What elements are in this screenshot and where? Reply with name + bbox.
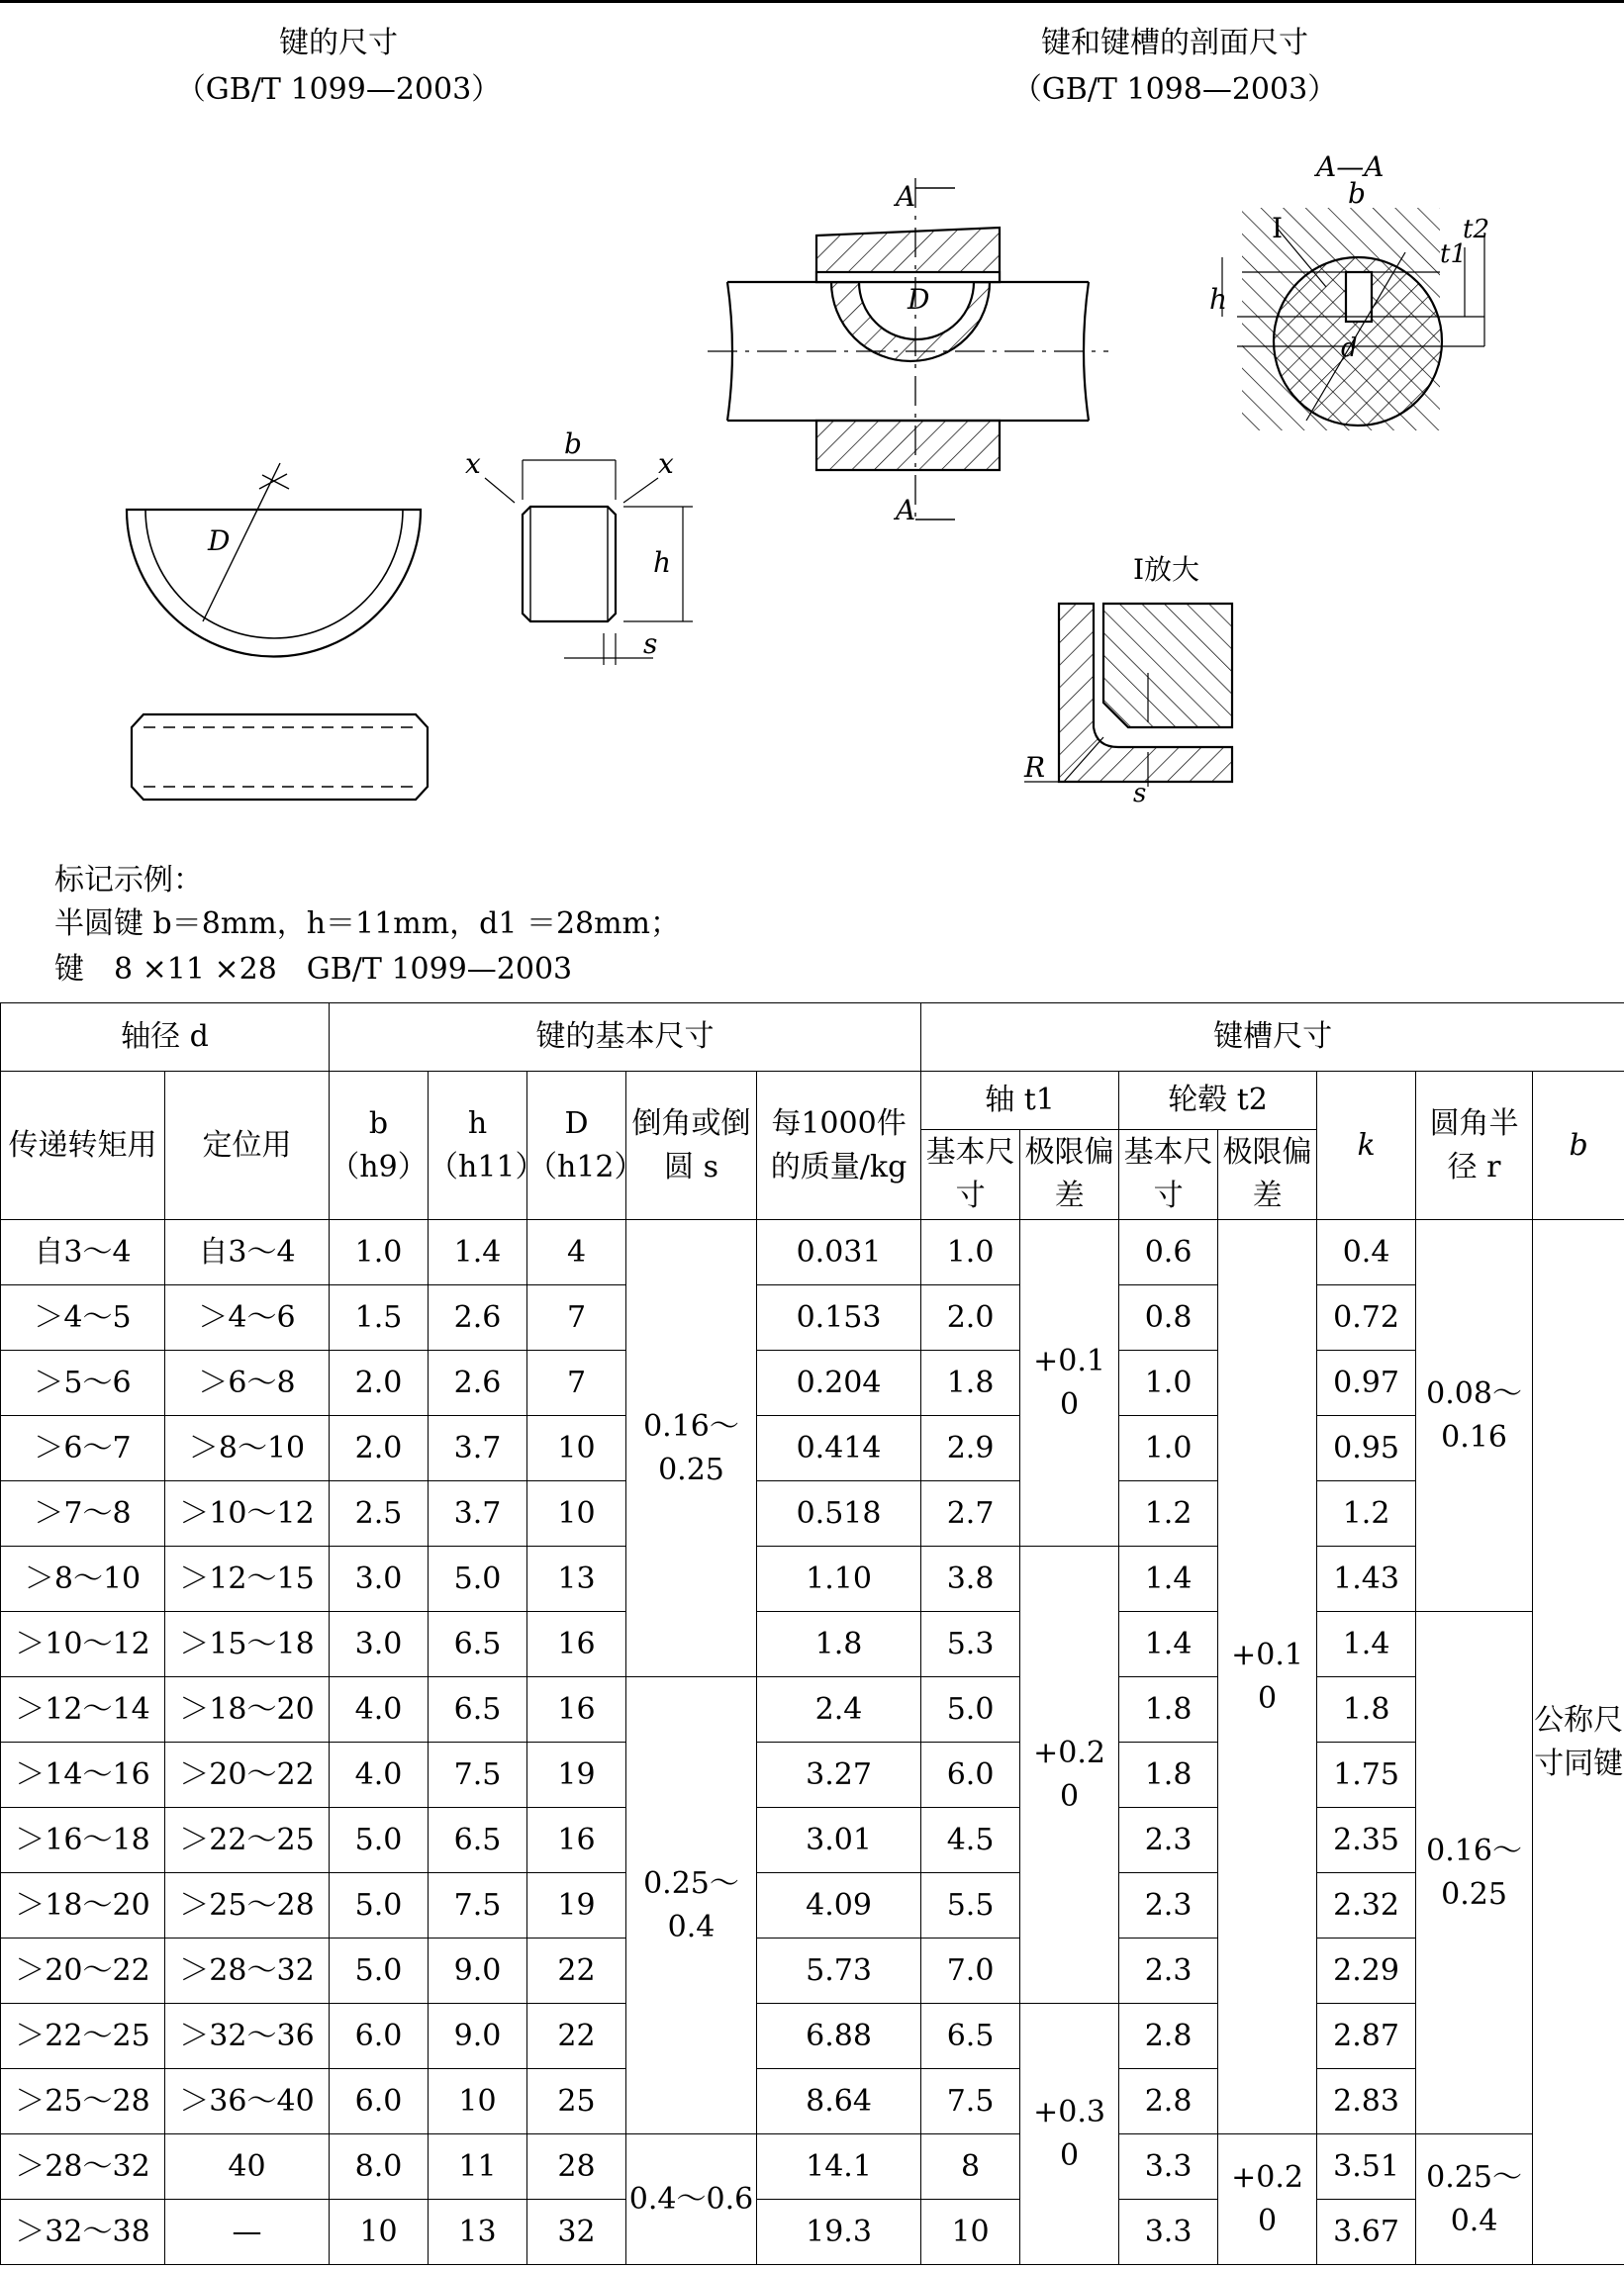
header-key: 键的基本尺寸 xyxy=(330,1003,921,1072)
cell-D: 19 xyxy=(527,1743,626,1808)
cell-mass: 4.09 xyxy=(757,1873,921,1939)
cell-h: 3.7 xyxy=(429,1481,527,1547)
cell-D: 10 xyxy=(527,1481,626,1547)
cell-t2: 0.6 xyxy=(1119,1220,1218,1285)
label-D-front: D xyxy=(208,524,231,557)
cell-t2: 1.0 xyxy=(1119,1416,1218,1481)
cell-d2: ＞20～22 xyxy=(165,1743,330,1808)
cell-d2: ＞15～18 xyxy=(165,1612,330,1677)
header-shaft: 轴径 d xyxy=(1,1003,330,1072)
cell-D: 16 xyxy=(527,1612,626,1677)
cell-t2-tol-2: +0.2 0 xyxy=(1218,2134,1317,2265)
key-top-view xyxy=(132,714,428,800)
header-torque: 传递转矩用 xyxy=(1,1072,165,1220)
cell-D: 16 xyxy=(527,1677,626,1743)
cell-d1: ＞25～28 xyxy=(1,2069,165,2134)
cell-h: 5.0 xyxy=(429,1547,527,1612)
cell-t2: 2.3 xyxy=(1119,1808,1218,1873)
cell-b: 1.0 xyxy=(330,1220,429,1285)
table-row xyxy=(1,1743,1624,1808)
cell-b: 3.0 xyxy=(330,1547,429,1612)
cell-h: 7.5 xyxy=(429,1743,527,1808)
cell-b-note: 公称尺寸同键 xyxy=(1533,1220,1624,2265)
cell-t2: 2.3 xyxy=(1119,1873,1218,1939)
cell-t1: 1.8 xyxy=(921,1351,1020,1416)
cell-k: 1.75 xyxy=(1317,1743,1416,1808)
table-row xyxy=(1,2069,1624,2134)
cell-k: 2.32 xyxy=(1317,1873,1416,1939)
cell-t1: 2.0 xyxy=(921,1285,1020,1351)
header-h: h（h11） xyxy=(429,1072,527,1220)
cell-D: 4 xyxy=(527,1220,626,1285)
cell-d2: ＞25～28 xyxy=(165,1873,330,1939)
cell-d2: ＞22～25 xyxy=(165,1808,330,1873)
left-standard: （GB/T 1099—2003） xyxy=(175,72,502,107)
cell-t1: 2.9 xyxy=(921,1416,1020,1481)
cell-t2: 2.8 xyxy=(1119,2069,1218,2134)
cell-k: 0.4 xyxy=(1317,1220,1416,1285)
cell-d1: ＞16～18 xyxy=(1,1808,165,1873)
cell-b: 3.0 xyxy=(330,1612,429,1677)
table-row xyxy=(1,1547,1624,1612)
table-row xyxy=(1,1481,1624,1547)
cell-b: 5.0 xyxy=(330,1873,429,1939)
cell-D: 16 xyxy=(527,1808,626,1873)
cell-t1-tol-3: +0.3 0 xyxy=(1020,2004,1119,2265)
cell-h: 11 xyxy=(429,2134,527,2200)
header-slot: 键槽尺寸 xyxy=(921,1003,1624,1072)
cell-r-2: 0.16～0.25 xyxy=(1416,1612,1533,2134)
header-t1-basic: 基本尺寸 xyxy=(921,1130,1020,1220)
label-x-right: x xyxy=(658,447,674,480)
cell-t2: 1.2 xyxy=(1119,1481,1218,1547)
cell-t2-tol-1: +0.1 0 xyxy=(1218,1220,1317,2134)
cell-d2: ＞12～15 xyxy=(165,1547,330,1612)
cell-mass: 19.3 xyxy=(757,2200,921,2265)
cell-t2: 2.3 xyxy=(1119,1939,1218,2004)
cell-D: 13 xyxy=(527,1547,626,1612)
cell-k: 1.2 xyxy=(1317,1481,1416,1547)
cell-d1: ＞10～12 xyxy=(1,1612,165,1677)
cell-b: 8.0 xyxy=(330,2134,429,2200)
cell-b: 1.5 xyxy=(330,1285,429,1351)
label-x-left: x xyxy=(465,447,481,480)
cell-h: 9.0 xyxy=(429,1939,527,2004)
header-t2-basic: 基本尺寸 xyxy=(1119,1130,1218,1220)
cell-h: 3.7 xyxy=(429,1416,527,1481)
table-row xyxy=(1,1351,1624,1416)
label-s-detail: s xyxy=(1133,779,1147,808)
cell-k: 2.35 xyxy=(1317,1808,1416,1873)
header-mass: 每1000件的质量/kg xyxy=(757,1072,921,1220)
cell-b: 5.0 xyxy=(330,1939,429,2004)
cell-k: 1.43 xyxy=(1317,1547,1416,1612)
cell-d1: 自3～4 xyxy=(1,1220,165,1285)
cell-mass: 1.8 xyxy=(757,1612,921,1677)
cell-b: 6.0 xyxy=(330,2004,429,2069)
cell-d2: ＞28～32 xyxy=(165,1939,330,2004)
table-row xyxy=(1,1416,1624,1481)
cell-D: 22 xyxy=(527,2004,626,2069)
cell-d2: ＞10～12 xyxy=(165,1481,330,1547)
cell-k: 2.87 xyxy=(1317,2004,1416,2069)
cell-h: 13 xyxy=(429,2200,527,2265)
cell-t2: 1.4 xyxy=(1119,1547,1218,1612)
header-t1-tol: 极限偏差 xyxy=(1020,1130,1119,1220)
cell-d1: ＞7～8 xyxy=(1,1481,165,1547)
cell-D: 28 xyxy=(527,2134,626,2200)
cell-D: 25 xyxy=(527,2069,626,2134)
cell-mass: 14.1 xyxy=(757,2134,921,2200)
label-A-top: A xyxy=(896,180,916,213)
label-b-side: b xyxy=(564,427,582,460)
cell-chamfer-1: 0.16～0.25 xyxy=(626,1220,757,1677)
cell-t1: 5.5 xyxy=(921,1873,1020,1939)
cell-h: 6.5 xyxy=(429,1612,527,1677)
cell-t2: 1.8 xyxy=(1119,1743,1218,1808)
cell-k: 3.67 xyxy=(1317,2200,1416,2265)
cell-h: 1.4 xyxy=(429,1220,527,1285)
marking-heading: 标记示例： xyxy=(54,863,203,898)
left-title: 键的尺寸 xyxy=(279,26,398,60)
cell-d1: ＞8～10 xyxy=(1,1547,165,1612)
table-row xyxy=(1,1677,1624,1743)
cell-t1: 8 xyxy=(921,2134,1020,2200)
cell-d1: ＞5～6 xyxy=(1,1351,165,1416)
cell-d1: ＞20～22 xyxy=(1,1939,165,2004)
table-row xyxy=(1,1612,1624,1677)
cell-t2: 3.3 xyxy=(1119,2200,1218,2265)
cell-h: 9.0 xyxy=(429,2004,527,2069)
cell-d2: ＞6～8 xyxy=(165,1351,330,1416)
technical-drawings xyxy=(0,0,1624,891)
label-D-assembly: D xyxy=(908,283,930,316)
cell-t1: 10 xyxy=(921,2200,1020,2265)
table-row xyxy=(1,1285,1624,1351)
cell-mass: 0.518 xyxy=(757,1481,921,1547)
header-D: D（h12） xyxy=(527,1072,626,1220)
label-t2: t2 xyxy=(1463,215,1489,244)
header-t1: 轴 t1 xyxy=(921,1072,1119,1130)
cell-k: 1.4 xyxy=(1317,1612,1416,1677)
right-title: 键和键槽的剖面尺寸 xyxy=(1041,26,1308,60)
cell-t1: 6.0 xyxy=(921,1743,1020,1808)
cell-t1: 6.5 xyxy=(921,2004,1020,2069)
cell-mass: 0.414 xyxy=(757,1416,921,1481)
cell-mass: 0.204 xyxy=(757,1351,921,1416)
label-h-section: h xyxy=(1209,283,1228,316)
cell-d1: ＞28～32 xyxy=(1,2134,165,2200)
cell-t2: 1.8 xyxy=(1119,1677,1218,1743)
label-R: R xyxy=(1024,751,1046,784)
table-row xyxy=(1,1939,1624,2004)
cell-k: 0.97 xyxy=(1317,1351,1416,1416)
cell-k: 2.83 xyxy=(1317,2069,1416,2134)
cell-chamfer-3: 0.4～0.6 xyxy=(626,2134,757,2265)
cell-t1: 3.8 xyxy=(921,1547,1020,1612)
cell-r-1: 0.08～0.16 xyxy=(1416,1220,1533,1612)
cell-d1: ＞32～38 xyxy=(1,2200,165,2265)
cell-h: 10 xyxy=(429,2069,527,2134)
cell-b: 6.0 xyxy=(330,2069,429,2134)
cell-mass: 1.10 xyxy=(757,1547,921,1612)
label-enlarge: I放大 xyxy=(1133,553,1200,586)
table-row xyxy=(1,1808,1624,1873)
table-row xyxy=(1,1220,1624,1285)
cell-t2: 2.8 xyxy=(1119,2004,1218,2069)
cell-h: 6.5 xyxy=(429,1808,527,1873)
cell-D: 32 xyxy=(527,2200,626,2265)
label-t1: t1 xyxy=(1440,239,1467,269)
cell-r-3: 0.25～0.4 xyxy=(1416,2134,1533,2265)
cell-b: 2.0 xyxy=(330,1351,429,1416)
header-bcol: b xyxy=(1533,1072,1624,1220)
cell-chamfer-2: 0.25～0.4 xyxy=(626,1677,757,2134)
key-front-view xyxy=(127,463,421,657)
cell-mass: 3.27 xyxy=(757,1743,921,1808)
cell-d1: ＞4～5 xyxy=(1,1285,165,1351)
cell-b: 4.0 xyxy=(330,1677,429,1743)
cell-t1-tol-1: +0.1 0 xyxy=(1020,1220,1119,1547)
header-r: 圆角半径 r xyxy=(1416,1072,1533,1220)
header-position: 定位用 xyxy=(165,1072,330,1220)
cell-t1: 7.5 xyxy=(921,2069,1020,2134)
marking-line-2: 键 8 ×11 ×28 GB/T 1099—2003 xyxy=(54,952,573,987)
cell-k: 0.95 xyxy=(1317,1416,1416,1481)
cell-d2: — xyxy=(165,2200,330,2265)
header-chamfer: 倒角或倒圆 s xyxy=(626,1072,757,1220)
label-h-side: h xyxy=(653,546,672,579)
cell-t2: 3.3 xyxy=(1119,2134,1218,2200)
cell-b: 10 xyxy=(330,2200,429,2265)
label-section: A—A xyxy=(1316,150,1385,183)
cell-mass: 8.64 xyxy=(757,2069,921,2134)
cell-d1: ＞6～7 xyxy=(1,1416,165,1481)
cell-D: 7 xyxy=(527,1285,626,1351)
cell-t1: 2.7 xyxy=(921,1481,1020,1547)
cell-mass: 3.01 xyxy=(757,1808,921,1873)
cell-D: 22 xyxy=(527,1939,626,2004)
label-I: I xyxy=(1272,212,1284,244)
cell-t1: 7.0 xyxy=(921,1939,1020,2004)
cell-d2: 自3～4 xyxy=(165,1220,330,1285)
table-row xyxy=(1,2134,1624,2200)
cell-d2: ＞8～10 xyxy=(165,1416,330,1481)
assembly-view xyxy=(708,178,1108,520)
cell-d2: 40 xyxy=(165,2134,330,2200)
cell-mass: 5.73 xyxy=(757,1939,921,2004)
cell-d2: ＞32～36 xyxy=(165,2004,330,2069)
header-b: b（h9） xyxy=(330,1072,429,1220)
cell-mass: 6.88 xyxy=(757,2004,921,2069)
cell-d1: ＞22～25 xyxy=(1,2004,165,2069)
spec-table xyxy=(0,1002,1624,2265)
cell-D: 19 xyxy=(527,1873,626,1939)
header-t2: 轮毂 t2 xyxy=(1119,1072,1317,1130)
marking-line-1: 半圆键 b＝8mm，h＝11mm，d1 ＝28mm； xyxy=(54,906,681,941)
cell-t2: 1.0 xyxy=(1119,1351,1218,1416)
right-standard: （GB/T 1098—2003） xyxy=(1011,72,1338,107)
label-A-bottom: A xyxy=(896,494,916,526)
cell-mass: 0.153 xyxy=(757,1285,921,1351)
cell-k: 2.29 xyxy=(1317,1939,1416,2004)
cell-t1: 4.5 xyxy=(921,1808,1020,1873)
table-row xyxy=(1,2200,1624,2265)
cell-k: 3.51 xyxy=(1317,2134,1416,2200)
cell-t1: 1.0 xyxy=(921,1220,1020,1285)
cell-t2: 0.8 xyxy=(1119,1285,1218,1351)
cell-d2: ＞4～6 xyxy=(165,1285,330,1351)
cell-d1: ＞14～16 xyxy=(1,1743,165,1808)
cell-d2: ＞36～40 xyxy=(165,2069,330,2134)
label-s-side: s xyxy=(643,627,658,660)
cell-d1: ＞12～14 xyxy=(1,1677,165,1743)
cell-t1-tol-2: +0.2 0 xyxy=(1020,1547,1119,2004)
cell-b: 4.0 xyxy=(330,1743,429,1808)
header-k: k xyxy=(1317,1072,1416,1220)
cell-h: 7.5 xyxy=(429,1873,527,1939)
cell-b: 2.5 xyxy=(330,1481,429,1547)
cell-b: 2.0 xyxy=(330,1416,429,1481)
cell-t1: 5.0 xyxy=(921,1677,1020,1743)
header-t2-tol: 极限偏差 xyxy=(1218,1130,1317,1220)
cell-h: 6.5 xyxy=(429,1677,527,1743)
label-b-section: b xyxy=(1348,177,1366,210)
label-d-section: d xyxy=(1341,333,1358,363)
cell-d1: ＞18～20 xyxy=(1,1873,165,1939)
cell-mass: 0.031 xyxy=(757,1220,921,1285)
cell-d2: ＞18～20 xyxy=(165,1677,330,1743)
cell-D: 10 xyxy=(527,1416,626,1481)
detail-view xyxy=(1024,604,1232,787)
cell-t1: 5.3 xyxy=(921,1612,1020,1677)
cell-D: 7 xyxy=(527,1351,626,1416)
table-row xyxy=(1,2004,1624,2069)
cell-mass: 2.4 xyxy=(757,1677,921,1743)
cell-h: 2.6 xyxy=(429,1285,527,1351)
cell-h: 2.6 xyxy=(429,1351,527,1416)
cell-b: 5.0 xyxy=(330,1808,429,1873)
cell-k: 1.8 xyxy=(1317,1677,1416,1743)
cell-k: 0.72 xyxy=(1317,1285,1416,1351)
cell-t2: 1.4 xyxy=(1119,1612,1218,1677)
table-row xyxy=(1,1873,1624,1939)
